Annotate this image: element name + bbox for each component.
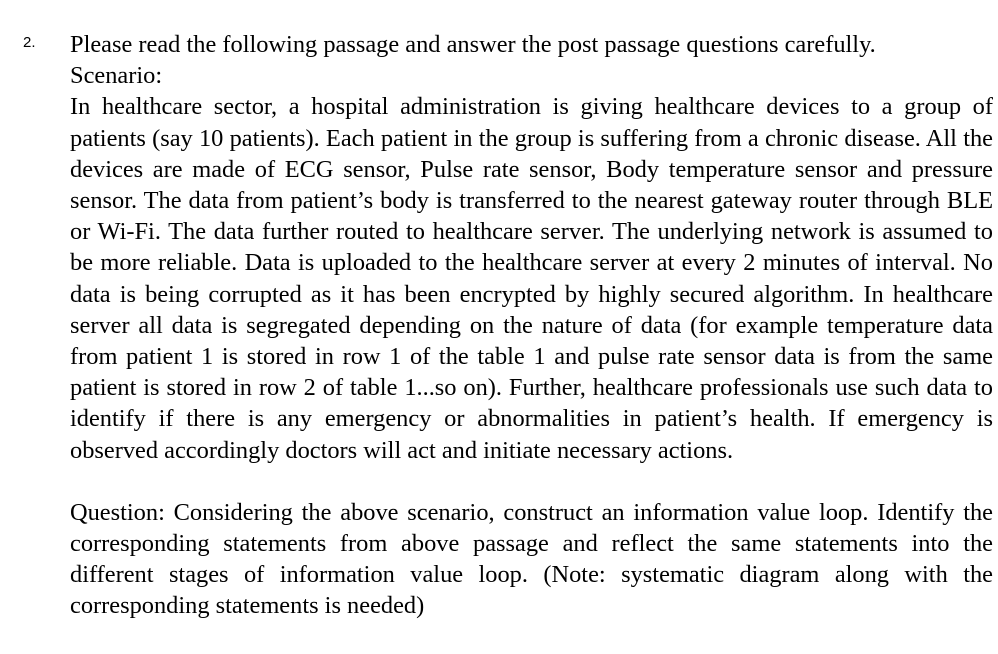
scenario-paragraph: In healthcare sector, a hospital administration is giving healthcare devices to a group of patients (say 10 patients). Each patient in the group is suffering from a chronic disease. All the devices are made of ECG sensor, Pulse rate sensor, Body temperature sensor and pressure sensor. The data from patient’s body is transferred to the nearest gateway router through BLE or Wi-Fi. The data further routed to healthcare server. The underlying network is assumed to be more reliable. Data is uploaded to the healthcare server at every 2 minutes of interval. No data is being corrupted as it has been encrypted by highly secured algorithm. In healthcare server all data is segregated depending on the nature of data (for example temperature data from patient 1 is stored in row 1 of the table 1 and pulse rate sensor data is from the same patient is stored in row 2 of table 1...so on). Further, healthcare professionals use such data to identify if there is any emergency or abnormalities in patient’s health. If emergency is observed accordingly doctors will act and initiate necessary actions. [70,93,993,464]
question-number: 2. [23,34,36,51]
question-body [70,29,993,622]
intro-text: Please read the following passage and answer the post passage questions carefully. [70,31,876,58]
paragraph-gap [70,466,993,497]
question-paragraph: Question: Considering the above scenario, construct an information value loop. Identify the corresponding statements from above passage and reflect the same statements into the different stages of information value loop. (Note: systematic diagram along with the corresponding statements is needed) [70,498,993,620]
scenario-label: Scenario: [70,62,163,90]
